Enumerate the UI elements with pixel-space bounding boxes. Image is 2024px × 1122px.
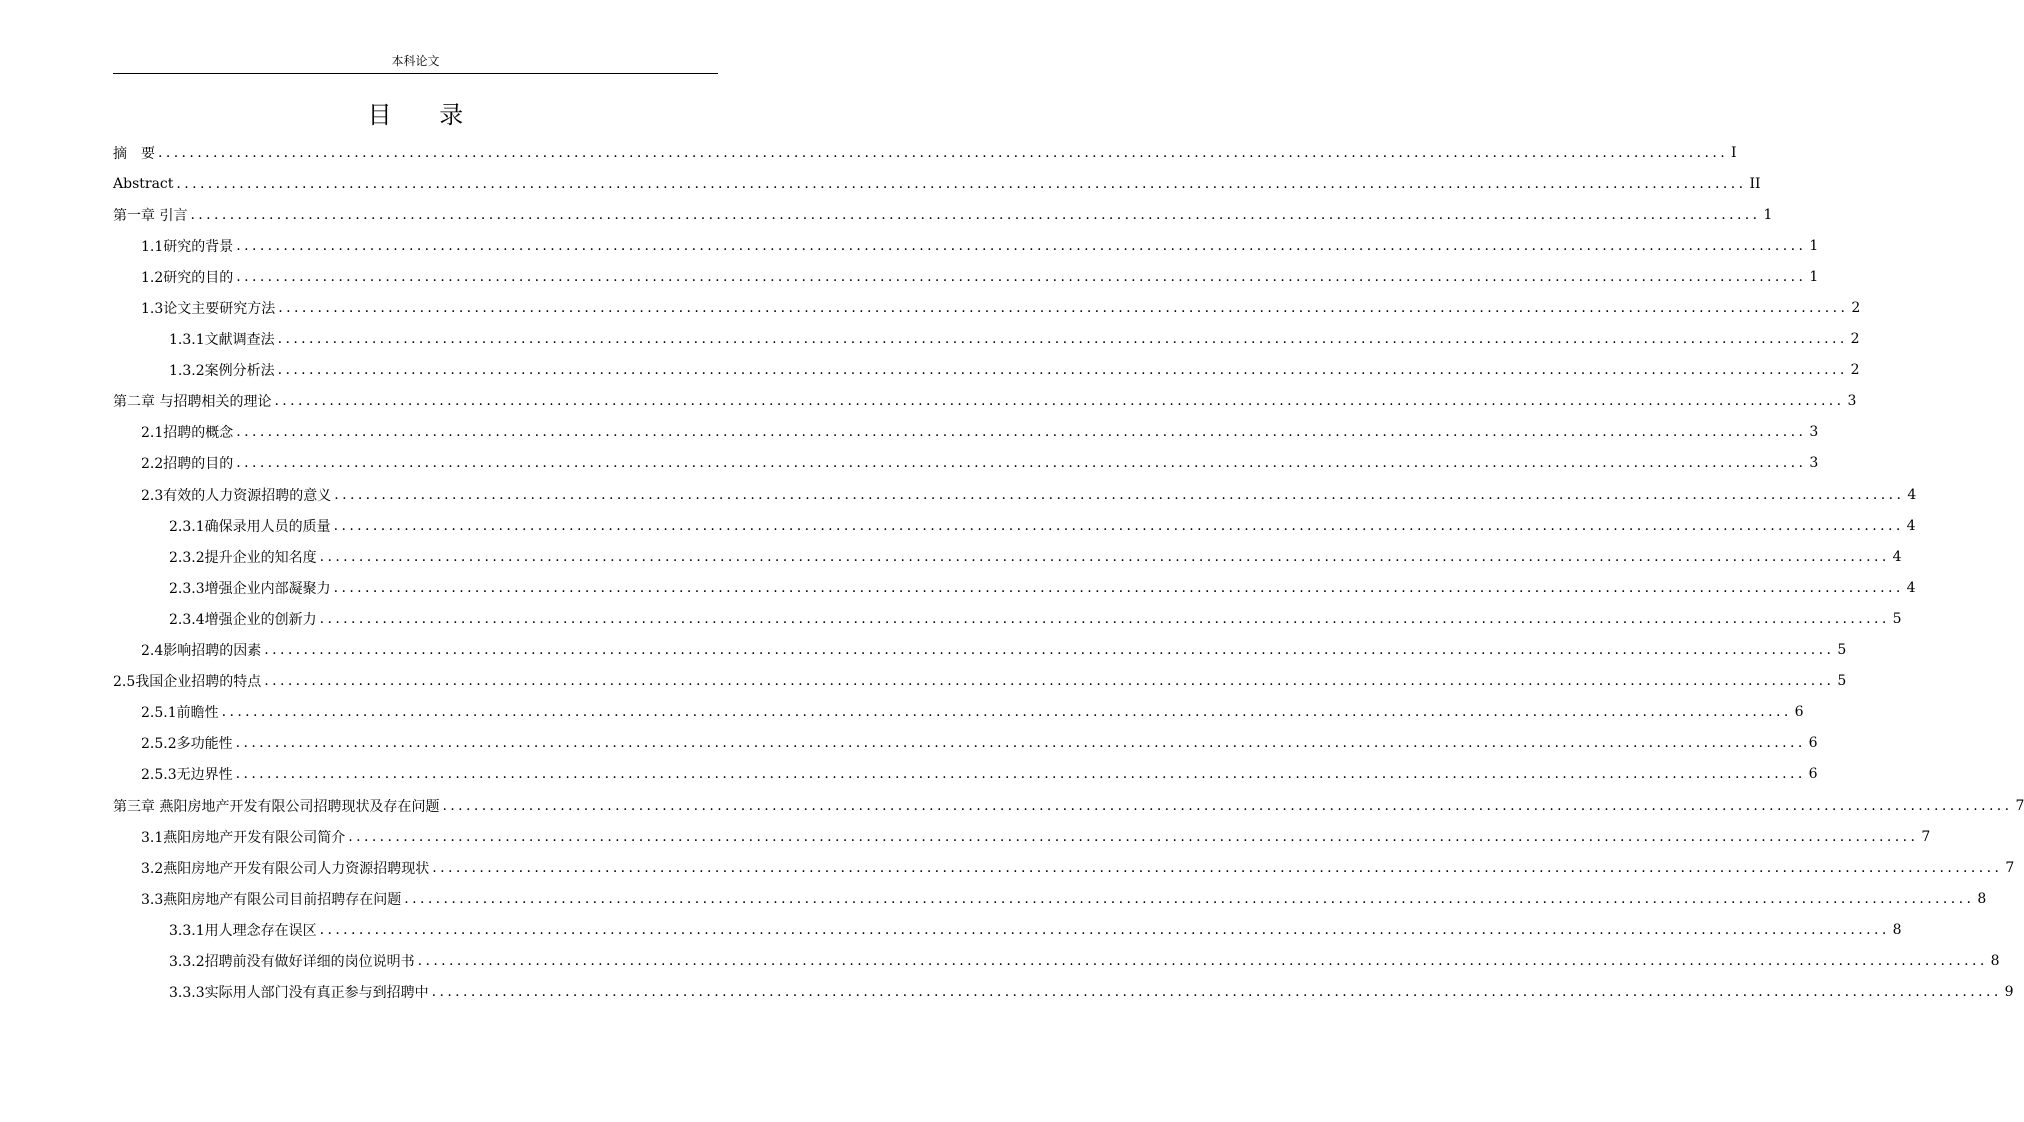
- toc-entry[interactable]: [113, 635, 1847, 666]
- toc-entry-label: 3.3.1用人理念存在误区: [169, 922, 317, 939]
- toc-entry-page: 5: [1892, 610, 1902, 627]
- toc-entry-page: 1: [1763, 206, 1773, 223]
- toc-entry-label: 1.1研究的背景: [141, 238, 234, 255]
- toc-entry[interactable]: [113, 448, 1819, 479]
- toc-entry-label: 2.5.2多功能性: [141, 736, 233, 753]
- toc-leader-dots: ........................................................................................................................................................................................................: [333, 517, 1904, 534]
- toc-entry[interactable]: [113, 572, 1916, 603]
- toc-leader-dots: ........................................................................................................................................................................................................: [235, 735, 1806, 752]
- toc-entry[interactable]: [113, 479, 1917, 510]
- toc-leader-dots: ........................................................................................................................................................................................................: [158, 144, 1729, 161]
- toc-entry-label: 1.3论文主要研究方法: [141, 301, 276, 318]
- toc-entry[interactable]: [113, 697, 1804, 728]
- toc-leader-dots: ........................................................................................................................................................................................................: [319, 610, 1890, 627]
- toc-entry-page: 5: [1837, 673, 1847, 690]
- toc-leader-dots: ........................................................................................................................................................................................................: [334, 486, 1905, 503]
- toc-leader-dots: ........................................................................................................................................................................................................: [432, 859, 2003, 876]
- toc-entry-label: 2.5我国企业招聘的特点: [113, 674, 262, 691]
- toc-entry-page: 3: [1847, 393, 1857, 410]
- toc-entry[interactable]: [113, 168, 1761, 199]
- toc-leader-dots: ........................................................................................................................................................................................................: [319, 548, 1890, 565]
- toc-entry-label: 1.3.2案例分析法: [169, 363, 275, 380]
- toc-entry-page: 6: [1808, 766, 1818, 783]
- toc-entry-label: 第三章 燕阳房地产开发有限公司招聘现状及存在问题: [113, 798, 440, 815]
- toc-leader-dots: ........................................................................................................................................................................................................: [348, 828, 1919, 845]
- toc-entry[interactable]: [113, 759, 1818, 790]
- toc-entry-page: 2: [1850, 331, 1860, 348]
- toc-entry-page: 5: [1837, 642, 1847, 659]
- toc-entry[interactable]: [113, 261, 1819, 292]
- toc-entry[interactable]: [113, 510, 1916, 541]
- toc-entry-label: 2.2招聘的目的: [141, 456, 234, 473]
- toc-leader-dots: ........................................................................................................................................................................................................: [235, 766, 1806, 783]
- toc-entry[interactable]: [113, 355, 1860, 386]
- toc-entry-page: 6: [1794, 704, 1804, 721]
- toc-entry[interactable]: [113, 324, 1860, 355]
- toc-entry-label: Abstract: [113, 175, 174, 192]
- toc-entry-page: 1: [1809, 268, 1819, 285]
- toc-leader-dots: ........................................................................................................................................................................................................: [277, 362, 1848, 379]
- toc-leader-dots: ........................................................................................................................................................................................................: [236, 455, 1807, 472]
- toc-entry[interactable]: [113, 386, 1857, 417]
- toc-entry-page: 6: [1808, 735, 1818, 752]
- toc-entry-page: 4: [1906, 517, 1916, 534]
- toc-entry[interactable]: [113, 541, 1902, 572]
- toc-entry-page: 2: [1850, 362, 1860, 379]
- toc-leader-dots: ........................................................................................................................................................................................................: [319, 921, 1890, 938]
- toc-entry[interactable]: [113, 790, 2024, 821]
- page-title: 目 录: [367, 101, 484, 129]
- toc-entry[interactable]: [113, 728, 1818, 759]
- toc-entry[interactable]: [113, 603, 1902, 634]
- toc-entry-label: 2.3.4增强企业的创新力: [169, 611, 317, 628]
- toc-entry[interactable]: [113, 230, 1819, 261]
- toc-entry-page: 8: [1892, 921, 1902, 938]
- toc-entry-label: 3.2燕阳房地产开发有限公司人力资源招聘现状: [141, 860, 430, 877]
- toc-entry-page: 4: [1907, 486, 1917, 503]
- toc-entry-page: 9: [2004, 984, 2014, 1001]
- toc-entry[interactable]: [113, 137, 1737, 168]
- toc-entry-page: 3: [1809, 424, 1819, 441]
- toc-leader-dots: ........................................................................................................................................................................................................: [264, 642, 1835, 659]
- toc-leader-dots: ........................................................................................................................................................................................................: [176, 175, 1747, 192]
- toc-leader-dots: ........................................................................................................................................................................................................: [333, 579, 1904, 596]
- toc-leader-dots: ........................................................................................................................................................................................................: [236, 424, 1807, 441]
- toc-entry-label: 3.3.3实际用人部门没有真正参与到招聘中: [169, 985, 429, 1002]
- toc-entry-page: 8: [1990, 952, 2000, 969]
- toc-entry-page: 1: [1809, 237, 1819, 254]
- toc-entry-label: 第一章 引言: [113, 207, 188, 224]
- toc-entry-label: 2.4影响招聘的因素: [141, 643, 262, 660]
- toc-leader-dots: ........................................................................................................................................................................................................: [404, 890, 1975, 907]
- toc-leader-dots: ........................................................................................................................................................................................................: [236, 268, 1807, 285]
- toc-leader-dots: ........................................................................................................................................................................................................: [278, 300, 1849, 317]
- toc-entry[interactable]: [113, 977, 2014, 1008]
- toc-entry-page: 2: [1851, 300, 1861, 317]
- toc-leader-dots: ........................................................................................................................................................................................................: [431, 984, 2002, 1001]
- toc-entry-label: 2.1招聘的概念: [141, 425, 234, 442]
- toc-entry-label: 2.3.3增强企业内部凝聚力: [169, 580, 331, 597]
- toc-entry-page: II: [1749, 175, 1761, 192]
- toc-entry-page: I: [1731, 144, 1737, 161]
- toc-entry-page: 8: [1977, 890, 1987, 907]
- toc-entry-label: 1.3.1文献调查法: [169, 332, 275, 349]
- toc-entry[interactable]: [113, 199, 1773, 230]
- toc-entry-page: 4: [1906, 579, 1916, 596]
- toc-entry-label: 第二章 与招聘相关的理论: [113, 394, 272, 411]
- table-of-contents: [113, 137, 2024, 1008]
- header-rule: [113, 73, 718, 74]
- toc-leader-dots: ........................................................................................................................................................................................................: [236, 237, 1807, 254]
- toc-leader-dots: ........................................................................................................................................................................................................: [274, 393, 1845, 410]
- toc-entry-label: 2.3.1确保录用人员的质量: [169, 518, 331, 535]
- toc-entry[interactable]: [113, 914, 1902, 945]
- toc-entry-label: 3.3.2招聘前没有做好详细的岗位说明书: [169, 953, 415, 970]
- toc-leader-dots: ........................................................................................................................................................................................................: [264, 673, 1835, 690]
- toc-entry-label: 2.5.1前瞻性: [141, 705, 219, 722]
- toc-entry-label: 2.3.2提升企业的知名度: [169, 549, 317, 566]
- toc-entry-page: 7: [2015, 797, 2024, 814]
- toc-leader-dots: ........................................................................................................................................................................................................: [417, 952, 1988, 969]
- toc-entry-label: 3.1燕阳房地产开发有限公司简介: [141, 829, 346, 846]
- toc-entry[interactable]: [113, 821, 1931, 852]
- page-header: 本科论文: [391, 54, 440, 68]
- toc-entry-label: 2.3有效的人力资源招聘的意义: [141, 487, 332, 504]
- toc-entry-label: 3.3燕阳房地产有限公司目前招聘存在问题: [141, 891, 402, 908]
- toc-entry-page: 7: [2005, 859, 2015, 876]
- toc-entry[interactable]: [113, 852, 2015, 883]
- toc-entry-label: 1.2研究的目的: [141, 269, 234, 286]
- toc-leader-dots: ........................................................................................................................................................................................................: [190, 206, 1761, 223]
- toc-entry-page: 3: [1809, 455, 1819, 472]
- toc-leader-dots: ........................................................................................................................................................................................................: [442, 797, 2013, 814]
- toc-entry-page: 4: [1892, 548, 1902, 565]
- toc-leader-dots: ........................................................................................................................................................................................................: [277, 331, 1848, 348]
- toc-leader-dots: ........................................................................................................................................................................................................: [221, 704, 1792, 721]
- toc-entry[interactable]: [113, 945, 2000, 976]
- toc-entry[interactable]: [113, 417, 1819, 448]
- toc-entry[interactable]: [113, 292, 1861, 323]
- toc-entry-label: 摘 要: [113, 145, 155, 162]
- toc-entry-label: 2.5.3无边界性: [141, 767, 233, 784]
- toc-entry[interactable]: [113, 883, 1987, 914]
- toc-entry-page: 7: [1921, 828, 1931, 845]
- toc-entry[interactable]: [113, 666, 1847, 697]
